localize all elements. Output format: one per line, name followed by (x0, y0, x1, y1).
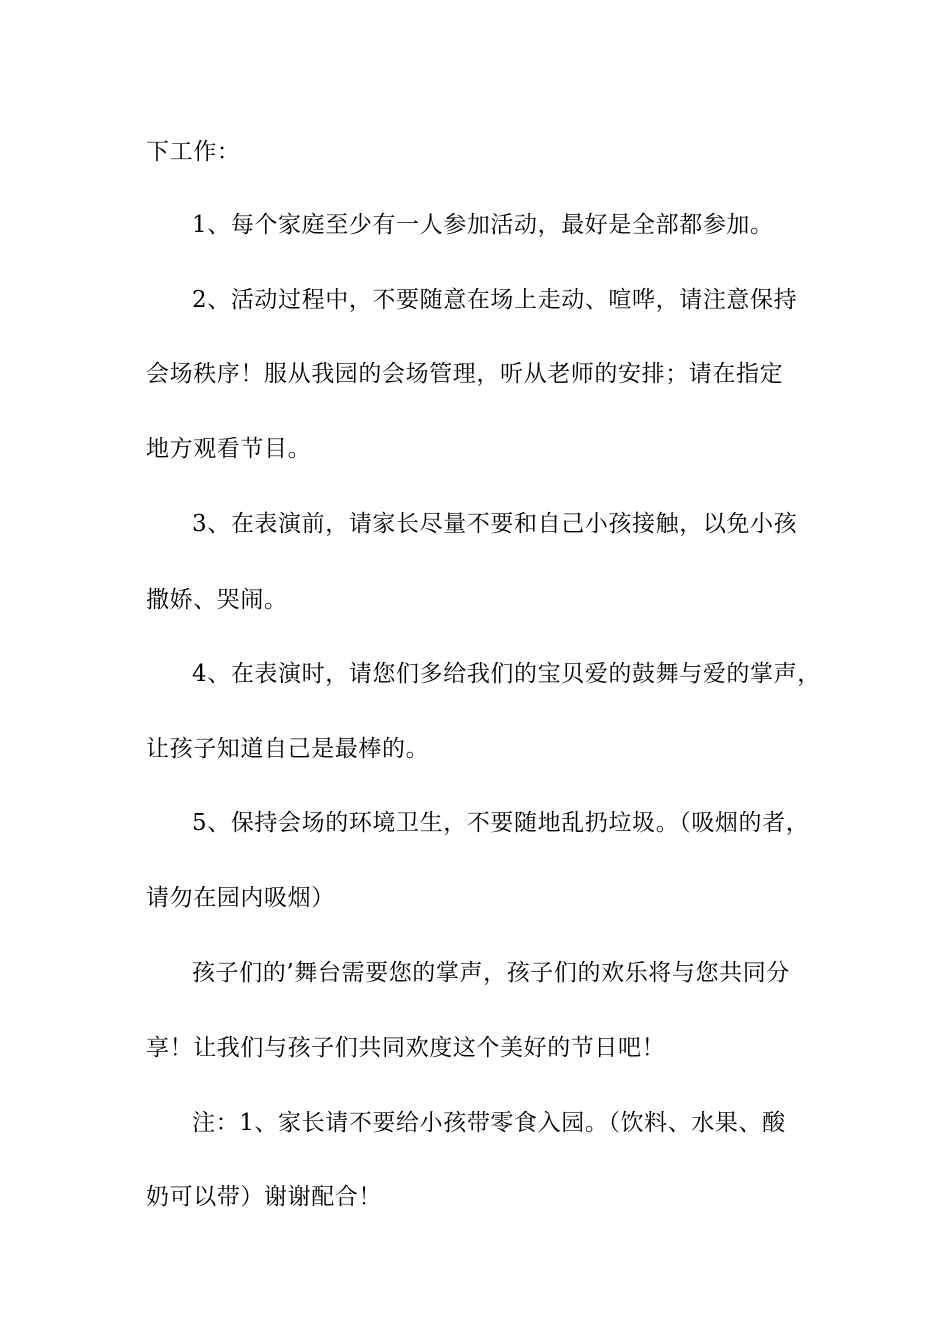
list-item-1: 1、每个家庭至少有一人参加活动，最好是全部都参加。 (192, 212, 774, 238)
note-paragraph: 注：1、家长请不要给小孩带零食入园。（饮料、水果、酸 (192, 1110, 786, 1136)
list-item-5-continued: 请勿在园内吸烟） (146, 885, 335, 911)
list-item-3-continued: 撒娇、哭闹。 (146, 587, 288, 613)
list-item-2: 2、活动过程中，不要随意在场上走动、喧哗，请注意保持 (192, 287, 798, 313)
list-item-2-continued: 会场秩序！服从我园的会场管理，听从老师的安排；请在指定 (146, 361, 784, 387)
closing-paragraph-continued: 享！让我们与孩子们共同欢度这个美好的节日吧！ (146, 1035, 666, 1061)
list-item-3: 3、在表演前，请家长尽量不要和自己小孩接触，以免小孩 (192, 511, 798, 537)
list-item-5: 5、保持会场的环境卫生，不要随地乱扔垃圾。（吸烟的者， (192, 810, 810, 836)
list-item-4: 4、在表演时，请您们多给我们的宝贝爱的鼓舞与爱的掌声， (192, 661, 821, 687)
list-item-4-continued: 让孩子知道自己是最棒的。 (146, 736, 430, 762)
closing-paragraph: 孩子们的’舞台需要您的掌声，孩子们的欢乐将与您共同分 (192, 960, 790, 986)
note-paragraph-continued: 奶可以带）谢谢配合！ (146, 1184, 382, 1210)
list-item-2-continued: 地方观看节目。 (146, 436, 312, 462)
text-line: 下工作： (146, 139, 241, 165)
